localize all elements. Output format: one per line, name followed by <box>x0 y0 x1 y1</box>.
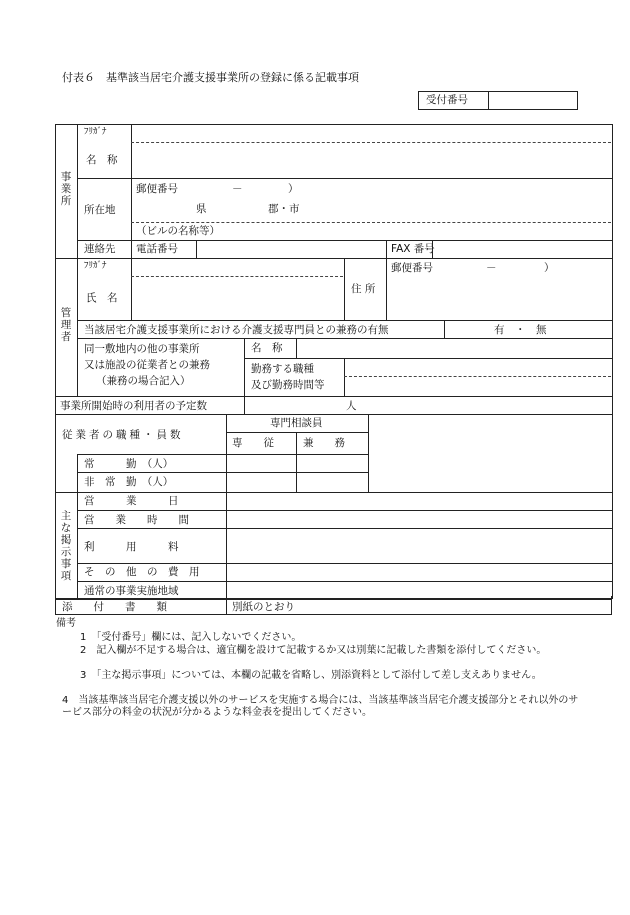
concurrent-options[interactable]: 有 ・ 無 <box>494 324 547 336</box>
office-fax-field[interactable] <box>434 241 610 257</box>
users-field[interactable] <box>246 397 342 413</box>
other-duty-label-2: 又は施設の従業者との兼務 <box>84 359 210 371</box>
staff-col-full: 専 従 <box>232 437 274 449</box>
office-postal-paren: ） <box>288 183 299 195</box>
office-furigana-field[interactable] <box>133 126 609 141</box>
notice-service-area: 通常の事業実施地域 <box>84 585 179 597</box>
other-name-label: 名 称 <box>251 342 283 354</box>
staff-row-parttime: 非 常 勤 （人） <box>84 476 174 488</box>
staff-row-fulltime: 常 勤 （人） <box>84 458 174 470</box>
office-city-label: 郡・市 <box>268 203 300 215</box>
remark-item-3: 3 「主な掲示事項」については、本欄の記載を省略し、別添資料として添付して差し支えありません。 <box>80 670 542 681</box>
office-phone-label: 電話番号 <box>136 243 178 255</box>
office-contact-label: 連絡先 <box>84 243 116 255</box>
remark-item-1: 1 「受付番号」欄には、記入しないでください。 <box>80 632 302 643</box>
manager-furigana-label: ﾌﾘｶﾞﾅ <box>84 261 107 271</box>
office-phone-field[interactable] <box>198 241 384 257</box>
concurrent-question: 当該居宅介護支援事業所における介護支援専門員との兼務の有無 <box>84 324 389 336</box>
manager-postal-paren: ） <box>544 262 555 274</box>
notice-business-hours: 営 業 時 間 <box>84 514 189 526</box>
other-duty-label-1: 同一敷地内の他の事業所 <box>84 343 200 355</box>
users-label: 事業所開始時の利用者の予定数 <box>60 400 207 412</box>
duty-label-2: 及び勤務時間等 <box>251 379 325 391</box>
page-title: 付表６ 基準該当居宅介護支援事業所の登録に係る記載事項 <box>62 71 359 84</box>
manager-postal-dash: － <box>486 262 497 274</box>
manager-section-label: 管理者 <box>60 307 72 343</box>
attachment-label: 添 付 書 類 <box>62 601 167 613</box>
office-name-field[interactable] <box>133 145 609 176</box>
staff-column-group: 専門相談員 <box>270 417 323 429</box>
office-fax-label: FAX 番号 <box>391 243 435 255</box>
notices-section-label: 主な掲示事項 <box>60 510 72 582</box>
receipt-label: 受付番号 <box>426 94 468 106</box>
other-duty-label-3: （兼務の場合記入） <box>96 375 191 387</box>
attachment-value: 別紙のとおり <box>232 601 295 613</box>
notice-other-costs: そ の 他 の 費 用 <box>84 566 200 578</box>
staff-label: 従業者の職種・員数 <box>62 429 184 441</box>
office-pref-label: 県 <box>196 203 207 215</box>
office-name-label: 名 称 <box>86 154 118 166</box>
manager-name-label: 氏 名 <box>86 292 118 304</box>
manager-postal-label: 郵便番号 <box>391 262 433 274</box>
office-postal-dash: － <box>232 183 243 195</box>
office-furigana-label: ﾌﾘｶﾞﾅ <box>84 127 107 137</box>
manager-address-label: 住 所 <box>351 283 376 295</box>
users-unit: 人 <box>346 400 357 412</box>
remarks-heading: 備考 <box>56 618 76 629</box>
office-section-label: 事業所 <box>60 171 72 207</box>
staff-col-part: 兼 務 <box>303 437 345 449</box>
remark-item-4: 4 当該基準該当居宅介護支援以外のサービスを実施する場合には、当該基準該当居宅介護支援部分とそれ以外のサービス部分の料金の状況が分かるような料金表を提出してください。 <box>62 695 579 718</box>
duty-label-1: 勤務する職種 <box>251 363 314 375</box>
office-postal-label: 郵便番号 <box>136 183 178 195</box>
office-building-label: （ビルの名称等） <box>136 225 220 237</box>
office-address-label: 所在地 <box>84 204 116 216</box>
notice-fees: 利 用 料 <box>84 541 179 553</box>
receipt-number-field[interactable] <box>490 92 576 108</box>
remark-item-2: 2 記入欄が不足する場合は、適宜欄を設けて記載するか又は別葉に記載した書類を添付してください。 <box>80 645 547 656</box>
notice-business-days: 営 業 日 <box>84 495 179 507</box>
